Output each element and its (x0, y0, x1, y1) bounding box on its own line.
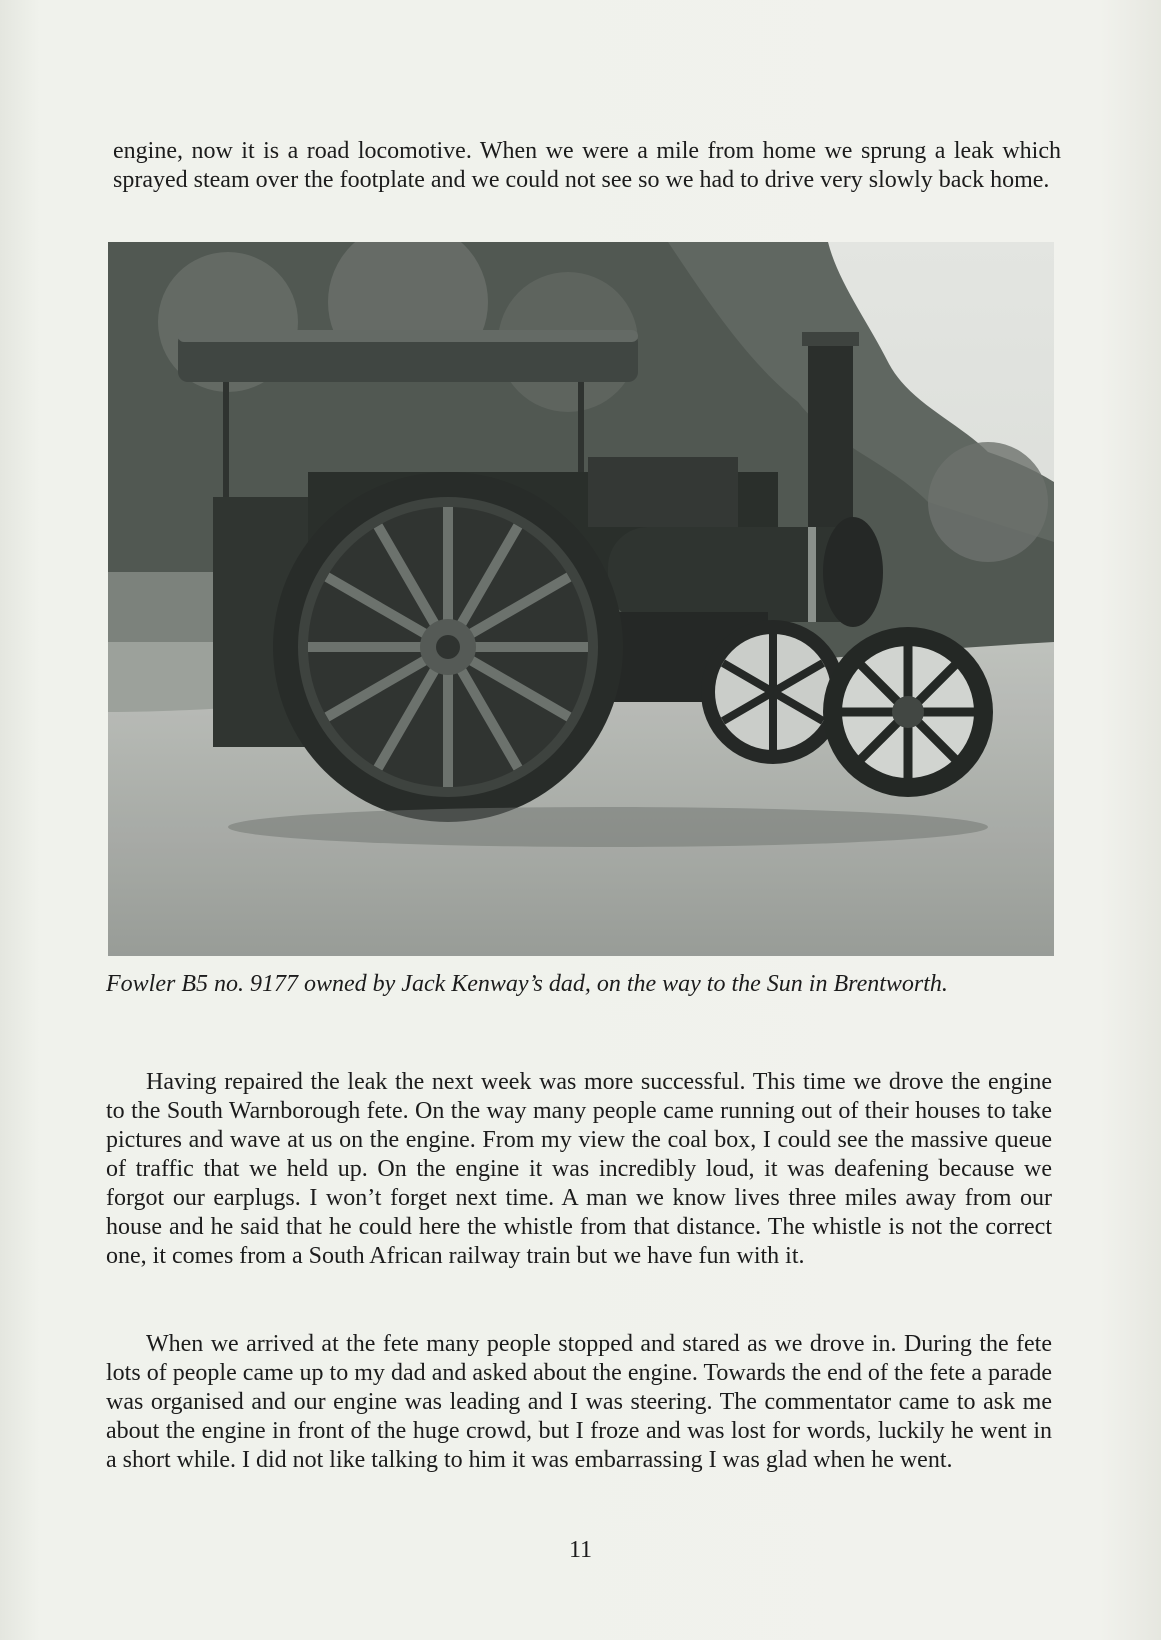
traction-engine-photo (108, 242, 1054, 956)
photo-caption: Fowler B5 no. 9177 owned by Jack Kenway’s dad, on the way to the Sun in Brentworth. (106, 971, 948, 997)
paragraph-middle: Having repaired the leak the next week was more successful. This time we drove the engine to the South Warnborough fete. On the way many people came running out of their houses to take pictures and wave at us on the engine. From my view the coal box, I could see the massive queue of traffic that we held up. On the engine it was incredibly loud, it was deafening because we forgot our earplugs. I won’t forget next time. A man we know lives three miles away from our house and he said that he could here the whistle from that distance. The whistle is not the correct one, it comes from a South African railway train but we have fun with it. (106, 1069, 1052, 1269)
paragraph-end: When we arrived at the fete many people stopped and stared as we drove in. During the fete lots of people came up to my dad and asked about the engine. Towards the end of the fete a parade was organised and our engine was leading and I was steering. The commentator came to ask me about the engine in front of the huge crowd, but I froze and was lost for words, luckily he went in a short while. I did not like talking to him it was embarrassing I was glad when he went. (106, 1331, 1052, 1473)
page-number: 11 (568, 1537, 593, 1563)
paragraph-top: engine, now it is a road locomotive. When we were a mile from home we sprung a leak which sprayed steam over the footplate and we could not see so we had to drive very slowly back home. (113, 138, 1061, 193)
